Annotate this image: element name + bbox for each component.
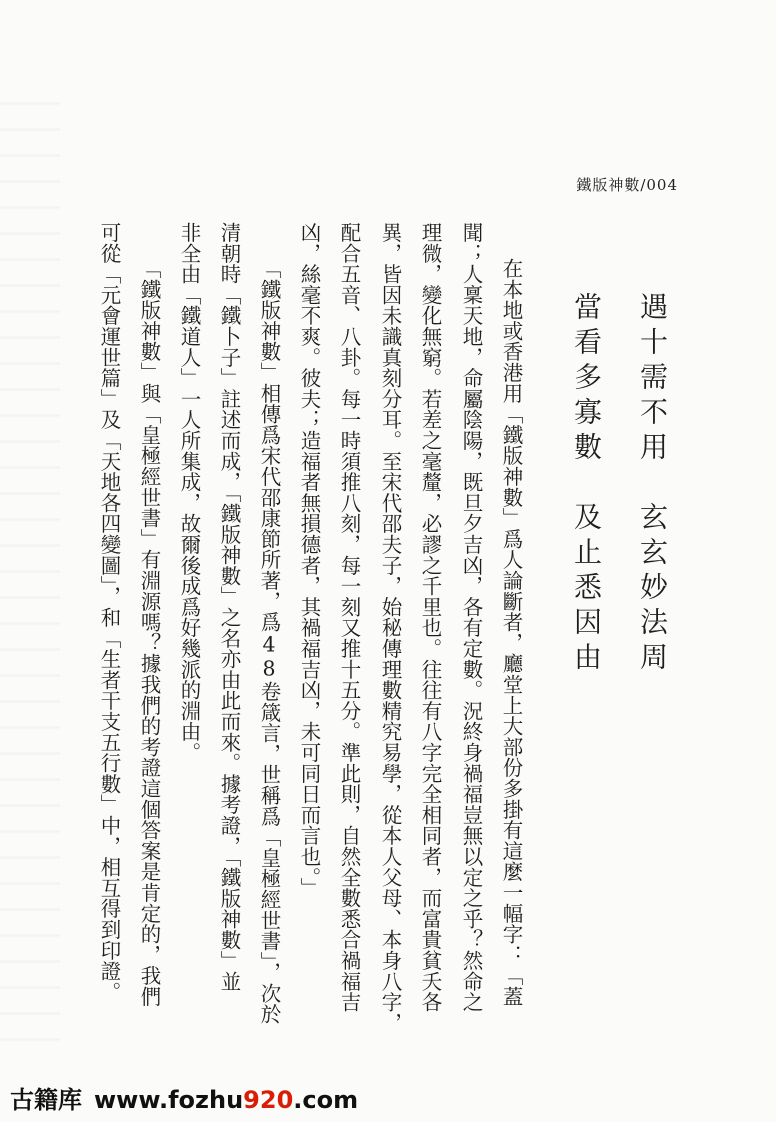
body-column-2: 聞；人稟天地，命屬陰陽，既旦夕吉凶，各有定數。況終身禍福豈無以定之乎？然命之 [459, 222, 483, 1013]
body-column-11: 可從「元會運世篇」及「天地各四變圖」，和「生者干支五行數」中，相互得到印證。 [97, 222, 121, 1003]
verse-line-1: 遇十需不用 玄玄妙法周 [636, 292, 669, 677]
body-column-8: 清朝時「鐵卜子」註述而成，「鐵版神數」之名亦由此而來。據考證，「鐵版神數」並 [217, 222, 241, 992]
watermark-url-number: 920 [243, 1086, 294, 1114]
watermark-url-suffix: .com [293, 1086, 359, 1114]
body-column-4: 異，皆因未識真刻分耳。至宋代邵夫子，始秘傳理數精究易學，從本人父母、本身八字， [378, 222, 402, 1034]
body-column-5: 配合五音、八卦。每一時須推八刻，每一刻又推十五分。準此則，自然全數悉合禍福吉 [337, 222, 361, 1013]
scan-edge-noise [0, 80, 60, 1060]
site-watermark [10, 1080, 358, 1115]
body-column-6: 凶，絲毫不爽。彼夫；造福者無損德者，其禍福吉凶，未可同日而言也。」 [297, 222, 321, 899]
watermark-brand: 古籍库 [10, 1086, 82, 1114]
body-column-9: 非全由「鐵道人」一人所集成，故爾後成爲好幾派的淵由。 [177, 222, 201, 763]
body-column-7: 「鐵版神數」相傳爲宋代邵康節所著，爲48卷箴言，世稱爲「皇極經世書」，次於 [257, 258, 281, 1025]
verse-line-2: 當看多寡數 及止悉因由 [570, 292, 603, 677]
page-header: 鐵版神數/004 [576, 176, 678, 194]
watermark-url-prefix: www.fozhu [94, 1086, 244, 1114]
body-column-1: 在本地或香港用「鐵版神數」爲人論斷者，廳堂上大部份多掛有這麼一幅字：「蓋 [499, 258, 523, 1007]
body-column-10: 「鐵版神數」與「皇極經世書」有淵源嗎？據我們的考證這個答案是肯定的，我們 [137, 258, 161, 1007]
body-column-3: 理微，變化無窮。若差之毫釐，必謬之千里也。往往有八字完全相同者，而富貴貧夭各 [418, 222, 442, 1013]
watermark-url [94, 1086, 358, 1114]
